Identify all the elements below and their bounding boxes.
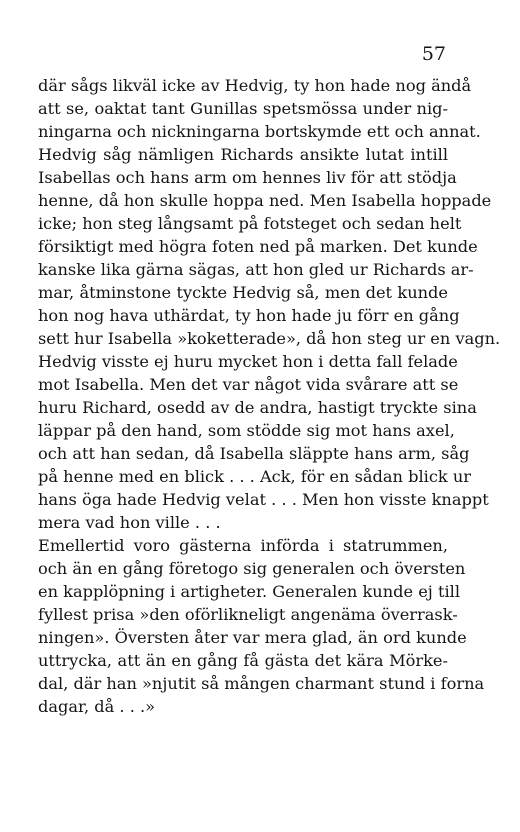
text-line: och än en gång företogo sig generalen och översten (38, 559, 466, 578)
text-line: kanske lika gärna sägas, att hon gled ur Richards ar- (38, 260, 474, 279)
text-line: ningen». Översten åter var mera glad, än ord kunde (38, 628, 467, 647)
text-line: hans öga hade Hedvig velat . . . Men hon visste knappt (38, 490, 489, 509)
text-line: dal, där han »njutit så mången charmant stund i forna (38, 674, 485, 693)
body-text (38, 74, 501, 718)
text-line: där sågs likväl icke av Hedvig, ty hon hade nog ändå (38, 76, 472, 95)
text-line: läppar på den hand, som stödde sig mot hans axel, (38, 421, 455, 440)
paragraph-end-line: dagar, då . . .» (38, 697, 156, 716)
text-line: henne, då hon skulle hoppa ned. Men Isabella hoppade (38, 191, 492, 210)
text-line: Hedvig såg nämligen Richards ansikte lutat intill (38, 145, 448, 164)
text-line: en kapplöpning i artigheter. Generalen kunde ej till (38, 582, 461, 601)
text-line: Isabellas och hans arm om hennes liv för att stödja (38, 168, 457, 187)
text-line: Emellertid voro gästerna införda i statrummen, (38, 536, 448, 555)
paragraph-end-line: mera vad hon ville . . . (38, 513, 221, 532)
text-line: att se, oaktat tant Gunillas spetsmössa under nig- (38, 99, 448, 118)
text-line: hon nog hava uthärdat, ty hon hade ju förr en gång (38, 306, 460, 325)
text-line: ningarna och nickningarna bortskymde ett och annat. (38, 122, 481, 141)
text-line: uttrycka, att än en gång få gästa det kära Mörke- (38, 651, 448, 670)
text-line: på henne med en blick . . . Ack, för en sådan blick ur (38, 467, 472, 486)
page-number: 57 (421, 43, 446, 65)
text-line: huru Richard, osedd av de andra, hastigt tryckte sina (38, 398, 477, 417)
text-line: icke; hon steg långsamt på fotsteget och sedan helt (38, 214, 462, 233)
text-line: och att han sedan, då Isabella släppte hans arm, såg (38, 444, 470, 463)
text-line: sett hur Isabella »koketterade», då hon steg ur en vagn. (38, 329, 501, 348)
text-line: försiktigt med högra foten ned på marken. Det kunde (38, 237, 478, 256)
text-line: mot Isabella. Men det var något vida svårare att se (38, 375, 459, 394)
text-line: fyllest prisa »den oförlikneligt angenäma överrask- (38, 605, 458, 624)
text-line: mar, åtminstone tyckte Hedvig så, men det kunde (38, 283, 448, 302)
text-line: Hedvig visste ej huru mycket hon i detta fall felade (38, 352, 458, 371)
